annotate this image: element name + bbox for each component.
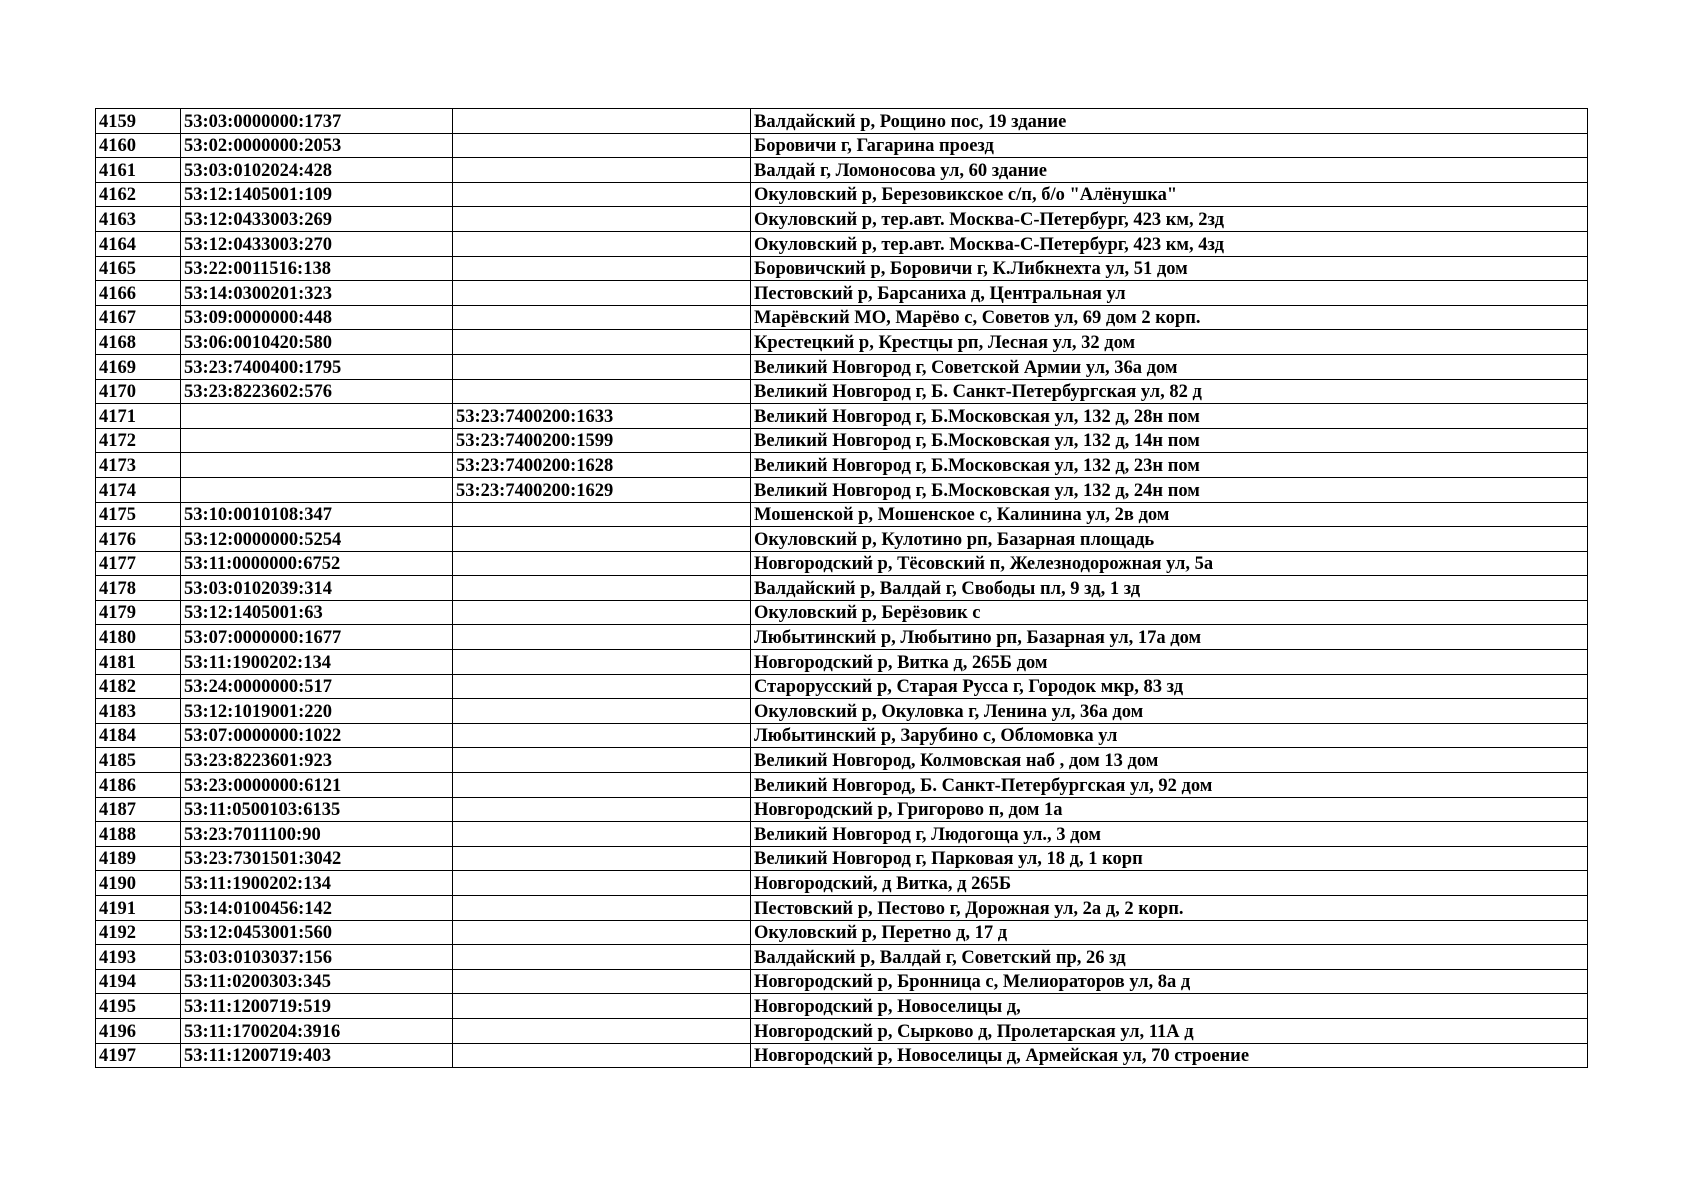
cadastral-number-cell [181, 428, 453, 453]
table-row [96, 846, 1588, 871]
cadastral-number-cell: 53:23:8223602:576 [181, 379, 453, 404]
row-number-cell: 4196 [96, 1018, 181, 1043]
row-number-cell: 4177 [96, 551, 181, 576]
room-cadastral-number-cell [453, 576, 751, 601]
room-cadastral-number-cell [453, 625, 751, 650]
row-number-cell: 4187 [96, 797, 181, 822]
address-cell: Окуловский р, тер.авт. Москва-С-Петербург, 423 км, 4зд [751, 231, 1588, 256]
table-row [96, 379, 1588, 404]
room-cadastral-number-cell: 53:23:7400200:1633 [453, 404, 751, 429]
address-cell: Валдайский р, Валдай г, Свободы пл, 9 зд, 1 зд [751, 576, 1588, 601]
table-row [96, 527, 1588, 552]
address-cell: Окуловский р, тер.авт. Москва-С-Петербург, 423 км, 2зд [751, 207, 1588, 232]
row-number-cell: 4186 [96, 773, 181, 798]
cadastral-number-cell: 53:12:0433003:270 [181, 231, 453, 256]
cadastral-number-cell: 53:03:0000000:1737 [181, 109, 453, 134]
row-number-cell: 4189 [96, 846, 181, 871]
cadastral-number-cell: 53:23:7400400:1795 [181, 354, 453, 379]
room-cadastral-number-cell [453, 969, 751, 994]
cadastral-number-cell: 53:11:1200719:403 [181, 1043, 453, 1068]
table-row [96, 920, 1588, 945]
table-row [96, 994, 1588, 1019]
table-row [96, 109, 1588, 134]
room-cadastral-number-cell [453, 305, 751, 330]
room-cadastral-number-cell [453, 551, 751, 576]
address-cell: Великий Новгород г, Б.Московская ул, 132 д, 24н пом [751, 477, 1588, 502]
row-number-cell: 4171 [96, 404, 181, 429]
address-cell: Великий Новгород, Колмовская наб , дом 13 дом [751, 748, 1588, 773]
row-number-cell: 4163 [96, 207, 181, 232]
address-cell: Боровичи г, Гагарина проезд [751, 133, 1588, 158]
table-row [96, 428, 1588, 453]
cadastral-number-cell [181, 453, 453, 478]
row-number-cell: 4184 [96, 723, 181, 748]
table-row [96, 281, 1588, 306]
cadastral-number-cell: 53:12:0433003:269 [181, 207, 453, 232]
address-cell: Новгородский р, Витка д, 265Б дом [751, 650, 1588, 675]
cadastral-number-cell: 53:14:0300201:323 [181, 281, 453, 306]
row-number-cell: 4170 [96, 379, 181, 404]
table-row [96, 896, 1588, 921]
row-number-cell: 4172 [96, 428, 181, 453]
cadastral-number-cell: 53:10:0010108:347 [181, 502, 453, 527]
table-row [96, 797, 1588, 822]
room-cadastral-number-cell [453, 354, 751, 379]
room-cadastral-number-cell [453, 379, 751, 404]
room-cadastral-number-cell [453, 133, 751, 158]
address-cell: Новгородский, д Витка, д 265Б [751, 871, 1588, 896]
address-cell: Новгородский р, Сырково д, Пролетарская ул, 11А д [751, 1018, 1588, 1043]
address-cell: Окуловский р, Кулотино рп, Базарная площадь [751, 527, 1588, 552]
address-cell: Окуловский р, Окуловка г, Ленина ул, 36а дом [751, 699, 1588, 724]
row-number-cell: 4188 [96, 822, 181, 847]
room-cadastral-number-cell: 53:23:7400200:1628 [453, 453, 751, 478]
room-cadastral-number-cell [453, 650, 751, 675]
address-cell: Любытинский р, Зарубино с, Обломовка ул [751, 723, 1588, 748]
address-cell: Старорусский р, Старая Русса г, Городок мкр, 83 зд [751, 674, 1588, 699]
row-number-cell: 4193 [96, 945, 181, 970]
room-cadastral-number-cell [453, 256, 751, 281]
room-cadastral-number-cell [453, 674, 751, 699]
address-cell: Новгородский р, Новоселицы д, Армейская ул, 70 строение [751, 1043, 1588, 1068]
address-cell: Великий Новгород г, Советской Армии ул, 36а дом [751, 354, 1588, 379]
address-cell: Великий Новгород, Б. Санкт-Петербургская ул, 92 дом [751, 773, 1588, 798]
cadastral-number-cell: 53:03:0102024:428 [181, 158, 453, 183]
address-cell: Мошенской р, Мошенское с, Калинина ул, 2в дом [751, 502, 1588, 527]
room-cadastral-number-cell [453, 920, 751, 945]
table-row [96, 158, 1588, 183]
cadastral-number-cell: 53:06:0010420:580 [181, 330, 453, 355]
cadastral-number-cell: 53:03:0102039:314 [181, 576, 453, 601]
cadastral-number-cell [181, 404, 453, 429]
room-cadastral-number-cell [453, 182, 751, 207]
address-cell: Пестовский р, Пестово г, Дорожная ул, 2а д, 2 корп. [751, 896, 1588, 921]
table-row [96, 822, 1588, 847]
table-row [96, 748, 1588, 773]
table-row [96, 182, 1588, 207]
table-row [96, 502, 1588, 527]
row-number-cell: 4190 [96, 871, 181, 896]
room-cadastral-number-cell [453, 527, 751, 552]
table-row [96, 576, 1588, 601]
row-number-cell: 4183 [96, 699, 181, 724]
address-cell: Валдайский р, Валдай г, Советский пр, 26 зд [751, 945, 1588, 970]
cadastral-number-cell [181, 477, 453, 502]
table-row [96, 404, 1588, 429]
table-row [96, 305, 1588, 330]
row-number-cell: 4197 [96, 1043, 181, 1068]
table-row [96, 1043, 1588, 1068]
row-number-cell: 4165 [96, 256, 181, 281]
cadastral-number-cell: 53:11:0500103:6135 [181, 797, 453, 822]
address-cell: Великий Новгород г, Б. Санкт-Петербургская ул, 82 д [751, 379, 1588, 404]
address-cell: Новгородский р, Тёсовский п, Железнодорожная ул, 5а [751, 551, 1588, 576]
address-cell: Окуловский р, Перетно д, 17 д [751, 920, 1588, 945]
row-number-cell: 4185 [96, 748, 181, 773]
room-cadastral-number-cell [453, 281, 751, 306]
address-cell: Марёвский МО, Марёво с, Советов ул, 69 дом 2 корп. [751, 305, 1588, 330]
table-row [96, 600, 1588, 625]
address-cell: Великий Новгород г, Парковая ул, 18 д, 1 корп [751, 846, 1588, 871]
room-cadastral-number-cell [453, 773, 751, 798]
row-number-cell: 4169 [96, 354, 181, 379]
address-cell: Валдай г, Ломоносова ул, 60 здание [751, 158, 1588, 183]
room-cadastral-number-cell: 53:23:7400200:1629 [453, 477, 751, 502]
cadastral-number-cell: 53:12:0453001:560 [181, 920, 453, 945]
cadastral-number-cell: 53:12:0000000:5254 [181, 527, 453, 552]
table-row [96, 207, 1588, 232]
address-cell: Великий Новгород г, Б.Московская ул, 132 д, 23н пом [751, 453, 1588, 478]
address-cell: Великий Новгород г, Людогоща ул., 3 дом [751, 822, 1588, 847]
cadastral-number-cell: 53:12:1405001:63 [181, 600, 453, 625]
row-number-cell: 4191 [96, 896, 181, 921]
table-row [96, 133, 1588, 158]
room-cadastral-number-cell [453, 748, 751, 773]
cadastral-number-cell: 53:23:7011100:90 [181, 822, 453, 847]
table-row [96, 477, 1588, 502]
cadastral-number-cell: 53:09:0000000:448 [181, 305, 453, 330]
cadastral-number-cell: 53:23:0000000:6121 [181, 773, 453, 798]
table-row [96, 330, 1588, 355]
address-cell: Великий Новгород г, Б.Московская ул, 132 д, 14н пом [751, 428, 1588, 453]
room-cadastral-number-cell [453, 994, 751, 1019]
row-number-cell: 4176 [96, 527, 181, 552]
cadastral-number-cell: 53:11:1200719:519 [181, 994, 453, 1019]
room-cadastral-number-cell [453, 945, 751, 970]
room-cadastral-number-cell [453, 1018, 751, 1043]
row-number-cell: 4178 [96, 576, 181, 601]
document-page [95, 108, 1587, 1068]
room-cadastral-number-cell [453, 158, 751, 183]
row-number-cell: 4166 [96, 281, 181, 306]
address-cell: Крестецкий р, Крестцы рп, Лесная ул, 32 дом [751, 330, 1588, 355]
row-number-cell: 4168 [96, 330, 181, 355]
address-cell: Новгородский р, Григорово п, дом 1а [751, 797, 1588, 822]
room-cadastral-number-cell [453, 502, 751, 527]
table-row [96, 256, 1588, 281]
property-registry-table [95, 108, 1588, 1068]
cadastral-number-cell: 53:11:1900202:134 [181, 871, 453, 896]
room-cadastral-number-cell [453, 207, 751, 232]
table-row [96, 1018, 1588, 1043]
room-cadastral-number-cell [453, 822, 751, 847]
row-number-cell: 4161 [96, 158, 181, 183]
row-number-cell: 4182 [96, 674, 181, 699]
table-row [96, 650, 1588, 675]
table-row [96, 871, 1588, 896]
row-number-cell: 4164 [96, 231, 181, 256]
room-cadastral-number-cell [453, 330, 751, 355]
cadastral-number-cell: 53:23:7301501:3042 [181, 846, 453, 871]
table-row [96, 354, 1588, 379]
table-row [96, 231, 1588, 256]
room-cadastral-number-cell [453, 231, 751, 256]
row-number-cell: 4160 [96, 133, 181, 158]
row-number-cell: 4175 [96, 502, 181, 527]
room-cadastral-number-cell [453, 1043, 751, 1068]
cadastral-number-cell: 53:07:0000000:1677 [181, 625, 453, 650]
cadastral-number-cell: 53:11:0200303:345 [181, 969, 453, 994]
room-cadastral-number-cell [453, 871, 751, 896]
row-number-cell: 4194 [96, 969, 181, 994]
cadastral-number-cell: 53:24:0000000:517 [181, 674, 453, 699]
registry-table-body [96, 109, 1588, 1068]
row-number-cell: 4162 [96, 182, 181, 207]
row-number-cell: 4174 [96, 477, 181, 502]
cadastral-number-cell: 53:11:1900202:134 [181, 650, 453, 675]
row-number-cell: 4173 [96, 453, 181, 478]
row-number-cell: 4159 [96, 109, 181, 134]
address-cell: Великий Новгород г, Б.Московская ул, 132 д, 28н пом [751, 404, 1588, 429]
room-cadastral-number-cell [453, 797, 751, 822]
address-cell: Окуловский р, Берёзовик с [751, 600, 1588, 625]
room-cadastral-number-cell: 53:23:7400200:1599 [453, 428, 751, 453]
table-row [96, 773, 1588, 798]
room-cadastral-number-cell [453, 846, 751, 871]
row-number-cell: 4181 [96, 650, 181, 675]
cadastral-number-cell: 53:22:0011516:138 [181, 256, 453, 281]
room-cadastral-number-cell [453, 109, 751, 134]
cadastral-number-cell: 53:23:8223601:923 [181, 748, 453, 773]
table-row [96, 453, 1588, 478]
table-row [96, 674, 1588, 699]
address-cell: Окуловский р, Березовикское с/п, б/о "Алёнушка" [751, 182, 1588, 207]
table-row [96, 945, 1588, 970]
row-number-cell: 4192 [96, 920, 181, 945]
row-number-cell: 4195 [96, 994, 181, 1019]
cadastral-number-cell: 53:12:1405001:109 [181, 182, 453, 207]
cadastral-number-cell: 53:11:1700204:3916 [181, 1018, 453, 1043]
cadastral-number-cell: 53:02:0000000:2053 [181, 133, 453, 158]
address-cell: Новгородский р, Новоселицы д, [751, 994, 1588, 1019]
address-cell: Боровичский р, Боровичи г, К.Либкнехта ул, 51 дом [751, 256, 1588, 281]
address-cell: Пестовский р, Барсаниха д, Центральная ул [751, 281, 1588, 306]
address-cell: Любытинский р, Любытино рп, Базарная ул, 17а дом [751, 625, 1588, 650]
table-row [96, 969, 1588, 994]
row-number-cell: 4167 [96, 305, 181, 330]
cadastral-number-cell: 53:03:0103037:156 [181, 945, 453, 970]
row-number-cell: 4179 [96, 600, 181, 625]
cadastral-number-cell: 53:14:0100456:142 [181, 896, 453, 921]
cadastral-number-cell: 53:07:0000000:1022 [181, 723, 453, 748]
table-row [96, 699, 1588, 724]
address-cell: Валдайский р, Рощино пос, 19 здание [751, 109, 1588, 134]
table-row [96, 723, 1588, 748]
table-row [96, 625, 1588, 650]
room-cadastral-number-cell [453, 600, 751, 625]
table-row [96, 551, 1588, 576]
room-cadastral-number-cell [453, 699, 751, 724]
address-cell: Новгородский р, Бронница с, Мелиораторов ул, 8а д [751, 969, 1588, 994]
room-cadastral-number-cell [453, 896, 751, 921]
cadastral-number-cell: 53:11:0000000:6752 [181, 551, 453, 576]
row-number-cell: 4180 [96, 625, 181, 650]
cadastral-number-cell: 53:12:1019001:220 [181, 699, 453, 724]
room-cadastral-number-cell [453, 723, 751, 748]
